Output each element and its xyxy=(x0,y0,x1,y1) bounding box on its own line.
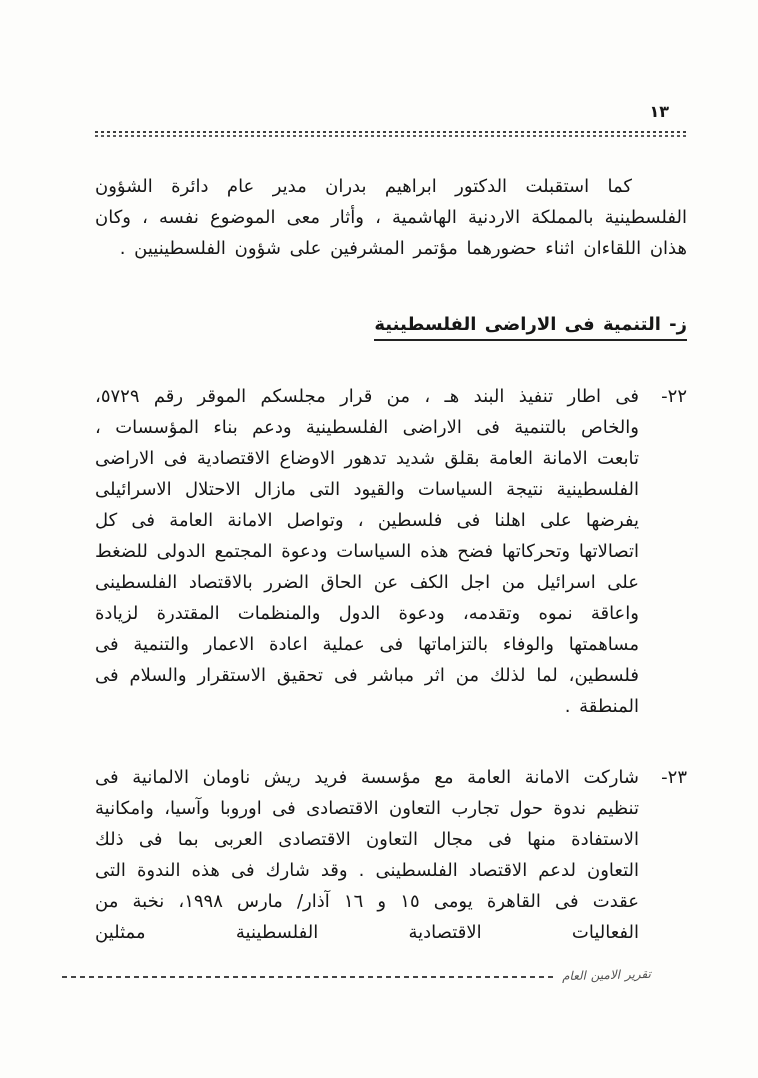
numbered-paragraph-23 xyxy=(95,762,687,948)
top-separator-rule xyxy=(95,131,687,137)
numbered-paragraph-22 xyxy=(95,381,687,722)
page-number: ١٣ xyxy=(649,102,669,121)
item-text: شاركت الامانة العامة مع مؤسسة فريد ريش ناومان الالمانية فى تنظيم ندوة حول تجارب التعاون الاقتصادى فى اوروبا وآسيا، وامكانية الاستفادة منها فى مجال التعاون الاقتصادى العربى بما فى ذلك التعاون لدعم الاقتصاد الفلسطينى . وقد شارك فى هذه الندوة التى عقدت فى القاهرة يومى ١٥ و ١٦ آذار/ مارس ١٩٩٨، نخبة من الفعاليات الاقتصادية الفلسطينية ممثلين xyxy=(95,767,639,943)
item-number: ٢٢- xyxy=(661,386,687,407)
section-heading: ز- التنمية فى الاراضى الفلسطينية xyxy=(374,314,687,341)
footer-separator-rule xyxy=(62,976,556,978)
section-heading-row xyxy=(95,314,687,341)
item-number: ٢٣- xyxy=(661,767,687,788)
intro-paragraph: كما استقبلت الدكتور ابراهيم بدران مدير عام دائرة الشؤون الفلسطينية بالمملكة الاردنية الهاشمية ، وأثار معى الموضوع نفسه ، وكان هذان اللقاءان اثناء حضورهما مؤتمر المشرفين على شؤون الفلسطينيين . xyxy=(95,176,687,259)
footer-handwritten-note: تقرير الامين العام xyxy=(561,966,652,984)
footer-rule-row xyxy=(62,968,653,982)
item-text: فى اطار تنفيذ البند هـ ، من قرار مجلسكم الموقر رقم ٥٧٢٩، والخاص بالتنمية فى الاراضى الفلسطينية ودعم بناء المؤسسات ، تابعت الامانة العامة بقلق شديد تدهور الاوضاع الاقتصادية فى الاراضى الفلسطينية نتيجة السياسات والقيود التى مازال الاحتلال الاسرائيلى يفرضها على اهلنا فى فلسطين ، وتواصل الامانة العامة فى كل اتصالاتها وتحركاتها فضح هذه السياسات ودعوة المجتمع الدولى للضغط على اسرائيل من اجل الكف عن الحاق الضرر بالاقتصاد الفلسطينى واعاقة نموه وتقدمه، ودعوة الدول والمنظمات المقتدرة لزيادة مساهمتها والوفاء بالتزاماتها فى عملية اعادة الاعمار والتنمية فى فلسطين، لما لذلك من اثر مباشر فى تحقيق الاستقرار والسلام فى المنطقة . xyxy=(95,386,639,717)
